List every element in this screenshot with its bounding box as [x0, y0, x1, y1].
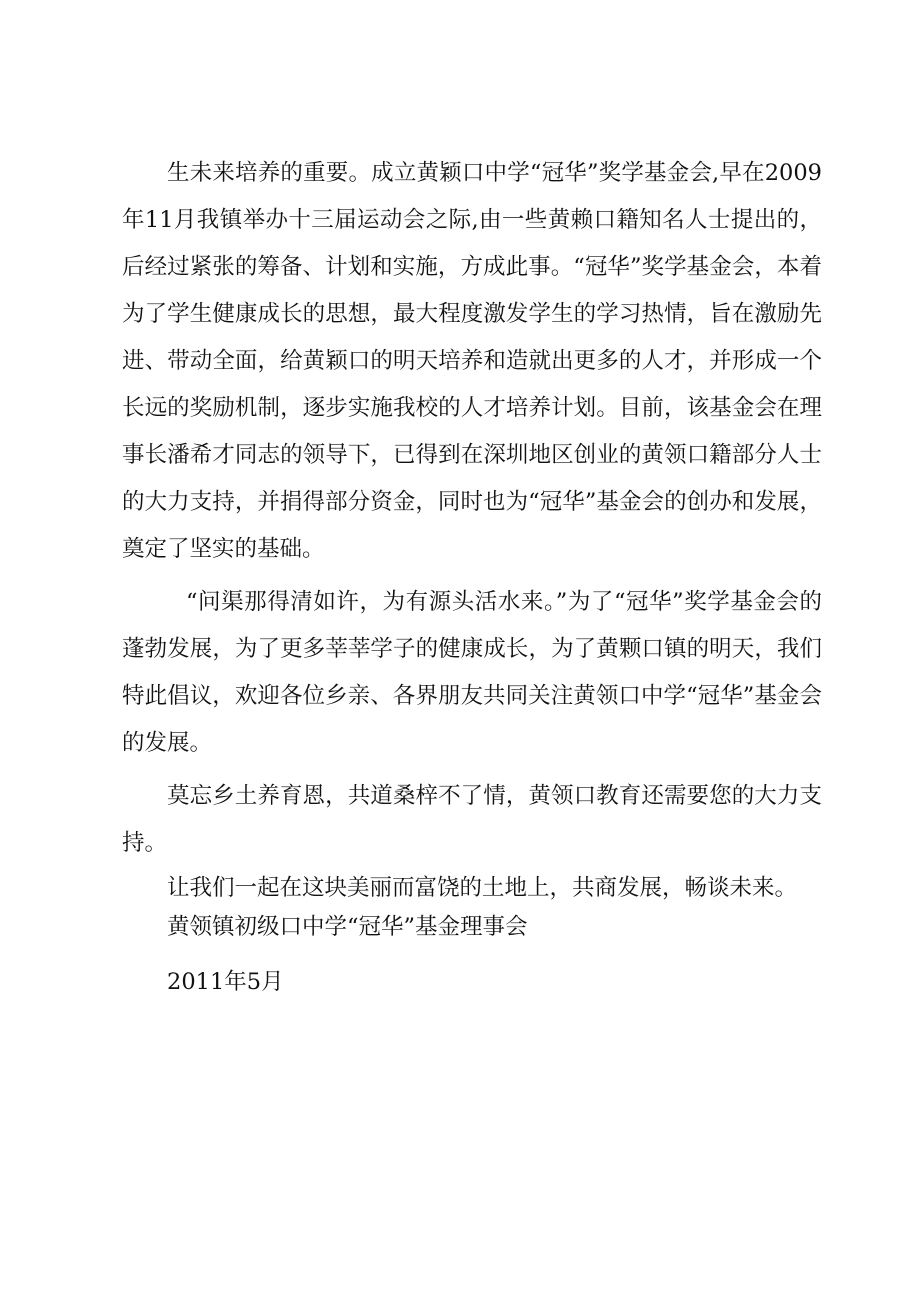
paragraph-closing: 让我们一起在这块美丽而富饶的土地上，共商发展，畅谈未来。 — [167, 875, 798, 901]
signature-organization: 黄领镇初级口中学“冠华”基金理事会 — [167, 914, 528, 940]
signature-date: 2011年5月 — [167, 969, 284, 995]
paragraph-foundation-history: 生未来培养的重要。成立黄颖口中学“冠华”奖学基金会,早在2009年11月我镇举办十三届运动会之际,由一些黄赖口籍知名人士提出的，后经过紧张的筹备、计划和实施，方成此事。“冠华”奖学基金会，本着为了学生健康成长的思想，最大程度激发学生的学习热情，旨在激励先进、带动全面，给黄颖口的明天培养和造就出更多的人才，并形成一个长远的奖励机制，逐步实施我校的人才培养计划。目前，该基金会在理事长潘希才同志的领导下，已得到在深圳地区创业的黄领口籍部分人士的大力支持，并捐得部分资金，同时也为“冠华”基金会的创办和发展，奠定了坚实的基础。 — [122, 160, 822, 562]
paragraph-initiative: “问渠那得清如许，为有源头活水来。”为了“冠华”奖学基金会的蓬勃发展，为了更多莘莘学子的健康成长，为了黄颗口镇的明天，我们特此倡议，欢迎各位乡亲、各界朋友共同关注黄领口中学“冠华”基金会的发展。 — [122, 589, 822, 756]
document-body — [122, 150, 822, 1006]
paragraph-support-appeal: 莫忘乡土养育恩，共道桑梓不了情，黄领口教育还需要您的大力支持。 — [122, 783, 822, 856]
